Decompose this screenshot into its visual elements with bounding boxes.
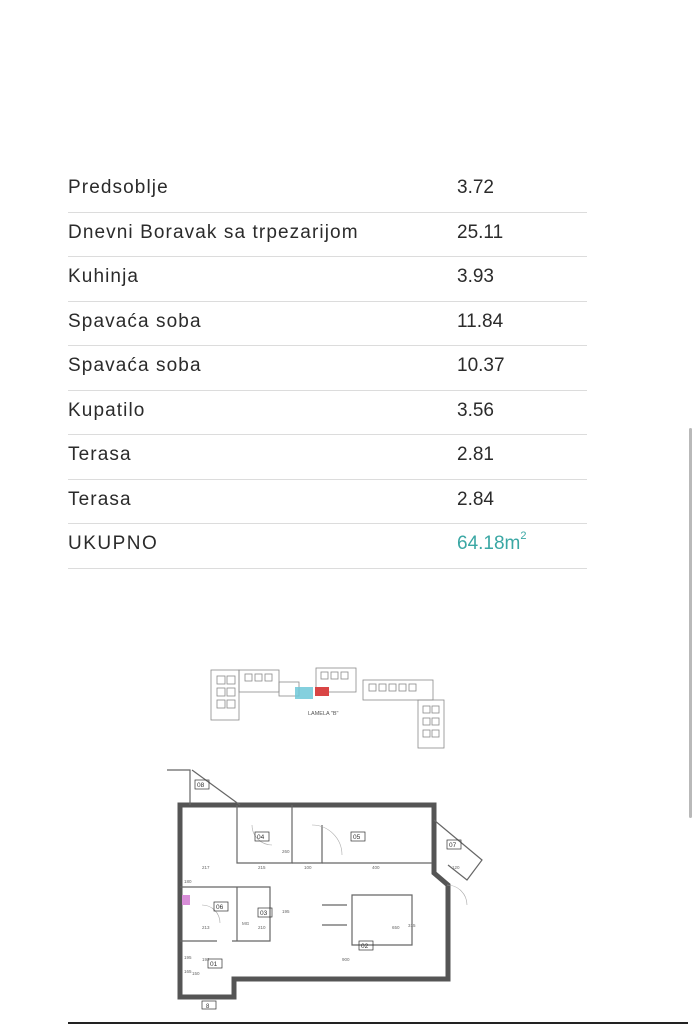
section-divider (68, 1022, 688, 1024)
dimension-label: 150 (192, 971, 200, 976)
scrollbar[interactable] (689, 428, 692, 818)
room-area: 25.11 (457, 221, 504, 243)
total-value: 64.18m (457, 533, 521, 554)
room-name: Spavaća soba (68, 310, 202, 332)
dimension-label: 120 (452, 865, 460, 870)
bathroom-fixture (182, 895, 190, 905)
room-area: 3.72 (457, 177, 494, 198)
dimension-label: 400 (372, 865, 380, 870)
room-name: Predsoblje (68, 177, 169, 198)
dimension-label: 192 (202, 957, 210, 962)
dimension-label: 900 (342, 957, 350, 962)
faded-heading (70, 95, 210, 125)
room-number: 05 (353, 834, 361, 841)
door-label: MG (242, 921, 250, 926)
table-row (68, 257, 587, 302)
table-row (68, 346, 587, 391)
room-area-table (68, 168, 587, 569)
total-row (68, 524, 587, 569)
room-name: Kuhinja (68, 266, 140, 287)
dimension-label: 315 (408, 923, 416, 928)
dimension-label: 165 (184, 969, 192, 974)
site-key-plan (203, 660, 453, 760)
room-number: 04 (257, 834, 265, 841)
dimension-label: 180 (184, 879, 192, 884)
dimension-label: 215 (258, 865, 266, 870)
table-row (68, 480, 587, 525)
room-number: 06 (216, 904, 224, 911)
room-area: 10.37 (457, 355, 505, 376)
faded-subheading (95, 585, 165, 605)
total-area (457, 530, 527, 555)
room-area: 11.84 (457, 310, 504, 332)
table-row (68, 391, 587, 436)
lamela-label: LAMELA "B" (308, 711, 339, 717)
dimension-label: 195 (184, 955, 192, 960)
room-number: 03 (260, 910, 268, 917)
room-name: Kupatilo (68, 399, 146, 421)
table-row (68, 213, 587, 258)
table-row (68, 435, 587, 480)
dimension-label: 217 (202, 865, 210, 870)
room-number: 02 (361, 943, 369, 950)
room-area: 3.56 (457, 399, 494, 421)
table-row (68, 168, 587, 213)
dimension-label: 195 (282, 909, 290, 914)
dimension-label: 100 (304, 865, 312, 870)
section-marker-label: 8 (206, 1004, 210, 1010)
room-area: 2.81 (457, 444, 494, 465)
room-name: Terasa (68, 444, 132, 465)
room-number: 08 (197, 782, 205, 789)
dimension-label: 260 (282, 849, 290, 854)
total-label: UKUPNO (68, 533, 159, 554)
room-number: 07 (449, 842, 457, 849)
room-name: Spavaća soba (68, 355, 202, 376)
table-row (68, 302, 587, 347)
dimension-label: 650 (392, 925, 400, 930)
lamela-b-highlight (295, 687, 313, 699)
floor-plan (162, 765, 502, 1010)
dimension-label: 213 (202, 925, 210, 930)
room-area: 2.84 (457, 488, 494, 510)
room-area: 3.93 (457, 266, 494, 287)
dimension-label: 210 (258, 925, 266, 930)
selected-apartment-marker (315, 687, 329, 696)
room-name: Terasa (68, 488, 132, 510)
room-name: Dnevni Boravak sa trpezarijom (68, 221, 359, 243)
total-unit-superscript: 2 (520, 530, 527, 542)
room-number: 01 (210, 961, 218, 968)
